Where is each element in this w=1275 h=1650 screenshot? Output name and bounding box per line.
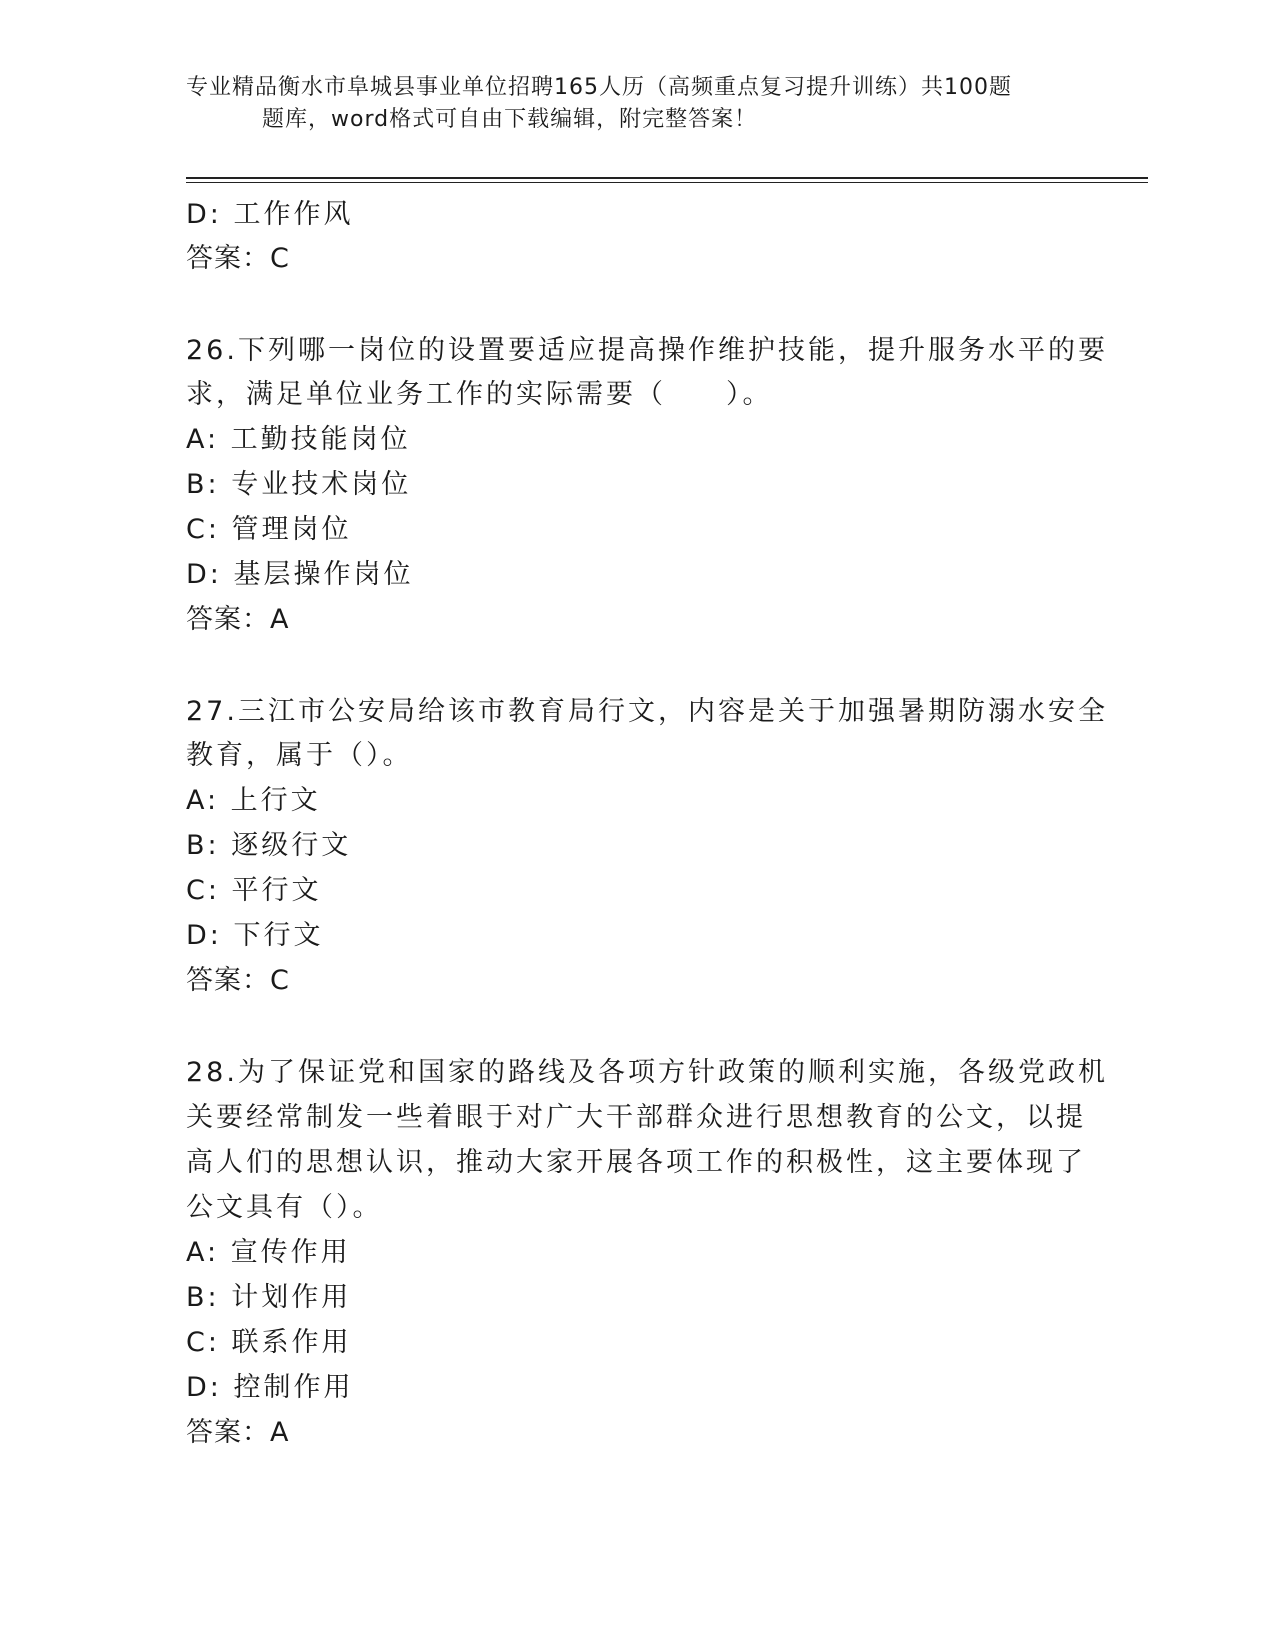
q28-stem-line-4: 公文具有（）。	[186, 1192, 383, 1223]
q25-option-d: D: 工作作风	[186, 199, 354, 230]
q27-answer: 答案：C	[186, 965, 290, 996]
q26-stem-line-1: 26.下列哪一岗位的设置要适应提高操作维护技能，提升服务水平的要	[186, 335, 1108, 366]
q26-option-c: C: 管理岗位	[186, 514, 352, 545]
q27-option-b: B: 逐级行文	[186, 830, 352, 861]
q28-option-a: A: 宣传作用	[186, 1237, 351, 1268]
q28-answer: 答案：A	[186, 1417, 290, 1448]
header-title-line-2: 题库，word格式可自由下载编辑，附完整答案！	[262, 107, 758, 132]
q26-option-d: D: 基层操作岗位	[186, 559, 414, 590]
page-header	[186, 72, 1086, 136]
q28-stem-line-3: 高人们的思想认识，推动大家开展各项工作的积极性，这主要体现了	[186, 1147, 1086, 1178]
q28-option-b: B: 计划作用	[186, 1282, 352, 1313]
header-divider-thin	[186, 182, 1148, 183]
q26-answer: 答案：A	[186, 604, 290, 635]
q27-stem-line-2: 教育，属于（）。	[186, 740, 413, 771]
q28-option-c: C: 联系作用	[186, 1327, 352, 1358]
q26-option-b: B: 专业技术岗位	[186, 469, 412, 500]
q25-answer: 答案：C	[186, 243, 290, 274]
q28-stem-line-1: 28.为了保证党和国家的路线及各项方针政策的顺利实施，各级党政机	[186, 1057, 1108, 1088]
header-title-line-1: 专业精品衡水市阜城县事业单位招聘165人历（高频重点复习提升训练）共100题	[186, 75, 1012, 100]
q28-stem-line-2: 关要经常制发一些着眼于对广大干部群众进行思想教育的公文，以提	[186, 1102, 1086, 1133]
q27-stem-line-1: 27.三江市公安局给该市教育局行文，内容是关于加强暑期防溺水安全	[186, 696, 1108, 727]
q28-option-d: D: 控制作用	[186, 1372, 354, 1403]
q26-option-a: A: 工勤技能岗位	[186, 424, 411, 455]
header-divider-thick	[186, 177, 1148, 179]
q27-option-a: A: 上行文	[186, 785, 321, 816]
q27-option-d: D: 下行文	[186, 920, 324, 951]
q27-option-c: C: 平行文	[186, 875, 322, 906]
q26-stem-line-2: 求，满足单位业务工作的实际需要（ ）。	[186, 379, 773, 410]
